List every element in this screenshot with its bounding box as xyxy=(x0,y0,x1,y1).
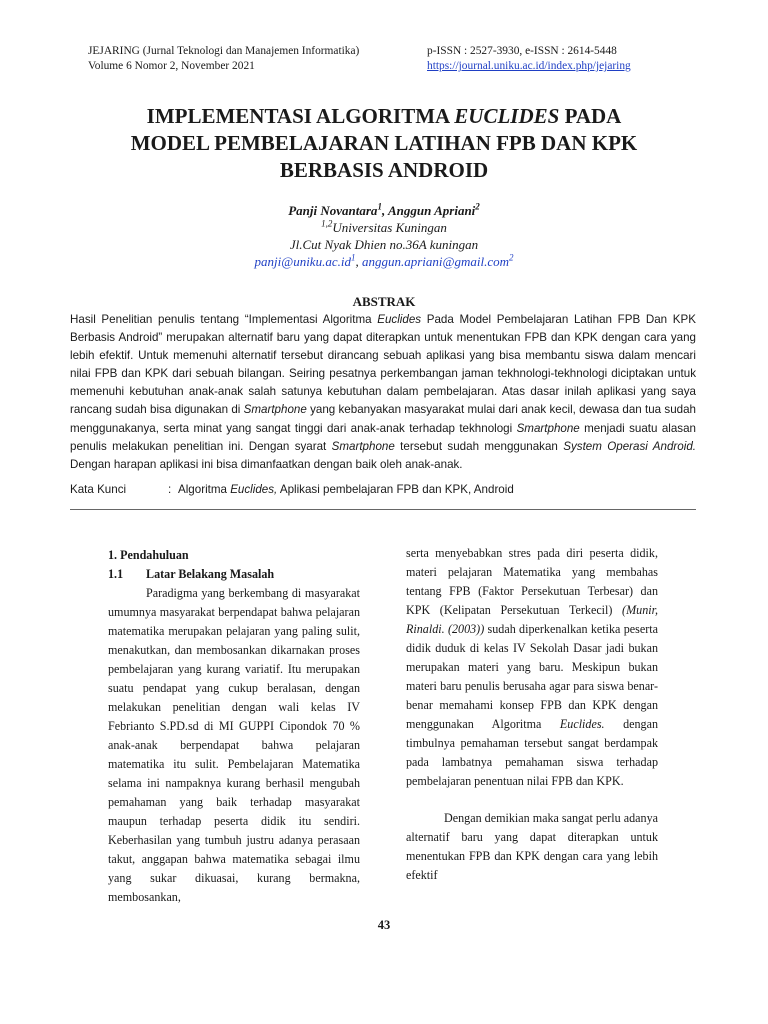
abstract-heading: ABSTRAK xyxy=(352,294,416,309)
body-paragraph: Paradigma yang berkembang di masyarakat umumnya masyarakat berpendapat bahwa pelajaran matematika merupakan pelajaran yang paling sulit, menakutkan, dan membosankan dikarnakan proses pembelajaran yang kurang variatif. Itu merupakan suatu pendapat yang cukup beralasan, dengan melakukan penelitian dengan wali kelas IV Febrianto S.PD.sd di MI GUPPI Cipondok 70 % anak-anak berpendapat bahwa pelajaran matematika itu sulit. Pembelajaran Matematika selama ini nampaknya kurang berhasil mengubah pemahaman yang baik terhadap masyarakat maupun terhadap peserta didik itu sendiri. Keberhasilan yang tumbuh justru adanya perasaan takut, anggapan bahwa matematika sebagai ilmu yang sukar dikuasai, kurang bermakna, membosankan, xyxy=(108,586,360,904)
keywords-em: Euclides, xyxy=(230,483,278,496)
abstract-em: Smartphone xyxy=(516,421,580,435)
abstract-em: Smartphone xyxy=(243,403,307,417)
abstract-text: tersebut sudah menggunakan xyxy=(394,439,564,453)
journal-header xyxy=(88,44,359,74)
email-1[interactable]: panji@uniku.ac.id xyxy=(254,254,351,269)
keywords-text: Algoritma xyxy=(178,483,231,496)
abstract-body xyxy=(70,311,696,474)
author-sep: , xyxy=(381,203,388,218)
paper-title xyxy=(60,103,708,184)
subsection-number: 1.1 xyxy=(108,567,124,581)
keywords-text: Aplikasi pembelajaran FPB dan KPK, Android xyxy=(277,483,514,496)
abstract-em: System Operasi Android. xyxy=(563,439,696,453)
divider xyxy=(70,509,696,510)
email-sep: , xyxy=(355,254,362,269)
author-names xyxy=(150,202,618,219)
title-em: EUCLIDES xyxy=(454,104,560,128)
journal-volume: Volume 6 Nomor 2, November 2021 xyxy=(88,60,255,72)
subsection-title: Latar Belakang Masalah xyxy=(146,567,275,581)
email-2-sup: 2 xyxy=(508,252,514,263)
emails xyxy=(150,253,618,270)
body-em: Euclides. xyxy=(559,717,605,731)
author-1: Panji Novantara xyxy=(288,203,378,218)
title-line3: BERBASIS ANDROID xyxy=(279,158,489,182)
paragraph-gap xyxy=(406,791,658,809)
issn-header xyxy=(427,44,631,74)
body-text: sudah diperkenalkan ketika peserta didik duduk di kelas IV Sekolah Dasar jadi bukan merupakan materi yang baru. Meskipun bukan materi baru penulis berusaha agar para siswa benar-benar memahami konsep FPB dan KPK dengan menggunakan Algoritma xyxy=(406,622,658,731)
author-1-sup: 1 xyxy=(377,201,382,212)
affiliation-text: Universitas Kuningan xyxy=(332,220,447,235)
author-2: Anggun Apriani xyxy=(387,203,476,218)
right-column xyxy=(406,544,658,885)
abstract-em: Euclides xyxy=(377,313,422,326)
author-block xyxy=(150,202,618,270)
author-2-sup: 2 xyxy=(475,201,480,212)
citation: (Munir, Rinaldi. (2003)) xyxy=(406,603,658,636)
issn-text: p-ISSN : 2527-3930, e-ISSN : 2614-5448 xyxy=(427,45,617,57)
keywords-colon: : xyxy=(168,483,172,496)
page-number: 43 xyxy=(377,918,391,932)
body-paragraph xyxy=(406,544,658,791)
abstract-text: Dengan harapan aplikasi ini bisa dimanfaatkan dengan baik oleh anak-anak. xyxy=(70,457,463,471)
title-line2: MODEL PEMBELAJARAN LATIHAN FPB DAN KPK xyxy=(130,131,638,155)
body-text: serta menyebabkan stres pada diri peserta didik, materi pelajaran Matematika yang membahas tentang FPB (Faktor Persekutuan Terbesar) dan KPK (Kelipatan Persekutuan Terkecil) xyxy=(406,546,658,617)
abstract-text: Pada Model Pembelajaran Latihan FPB Dan KPK Berbasis Android” merupakan alternatif baru yang dapat diterapkan untuk menentukan FPB dan KPK dengan cara yang lebih efektif. Untuk memenuhi alternatif tersebut dirancang sebuah aplikasi yang bisa membantu siswa dalam mencari nilai FPB dan KPK dari sebuah bilangan. Seiring pesatnya perkembangan jaman tekhnologi-tekhnologi diciptakan untuk memenuhi kebutuhan anak-anak salah satunya kebutuhan dalam pembelajaran. Atas dasar inilah aplikasi yang saya rancang sudah bisa digunakan di xyxy=(70,313,696,417)
body-paragraph: Dengan demikian maka sangat perlu adanya alternatif baru yang dapat diterapkan untuk menentukan FPB dan KPK dengan cara yang lebih efektif xyxy=(406,811,658,882)
section-heading: 1. Pendahuluan xyxy=(108,548,189,562)
affiliation-sup: 1,2 xyxy=(321,218,333,229)
abstract-text: menjadi suatu alasan penulis melakukan penelitian ini. Dengan syarat xyxy=(70,421,696,453)
journal-name: JEJARING (Jurnal Teknologi dan Manajemen Informatika) xyxy=(88,45,360,57)
email-1-sup: 1 xyxy=(350,252,356,263)
title-line1: IMPLEMENTASI ALGORITMA xyxy=(146,104,455,128)
address: Jl.Cut Nyak Dhien no.36A kuningan xyxy=(289,237,479,252)
abstract-em: Smartphone xyxy=(331,439,395,453)
abstract-text: yang kebanyakan masyarakat mulai dari anak kecil, dewasa dan tua sudah menggunakanya, serta minat yang sangat tinggi dari anak-anak terhadap tekhnologi xyxy=(70,403,696,435)
email-2[interactable]: anggun.apriani@gmail.com xyxy=(361,254,509,269)
abstract-text: Hasil Penelitian penulis tentang “Implementasi Algoritma xyxy=(70,313,378,326)
journal-link[interactable]: https://journal.uniku.ac.id/index.php/jejaring xyxy=(427,60,631,72)
body-text: dengan timbulnya pemahaman tersebut sangat berdampak pada lambatnya pemahaman siswa terhadap pembelajaran penentuan nilai FPB dan KPK. xyxy=(406,717,658,788)
title-line1-end: PADA xyxy=(559,104,622,128)
keywords-label: Kata Kunci xyxy=(70,483,127,496)
left-column xyxy=(108,546,360,907)
affiliation xyxy=(150,219,618,236)
subsection-heading xyxy=(108,565,360,584)
keywords xyxy=(70,481,696,499)
